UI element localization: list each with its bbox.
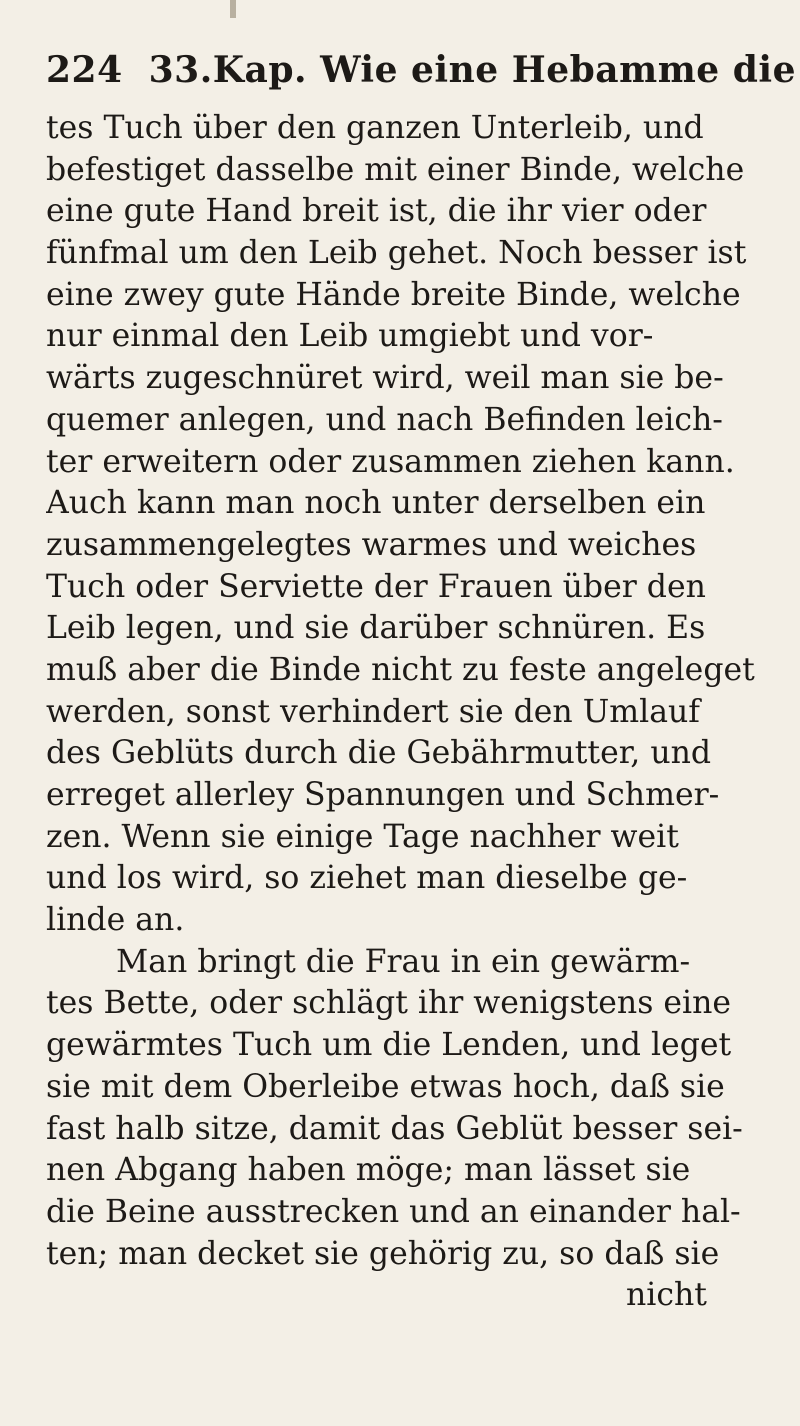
body-text	[46, 108, 766, 1317]
paragraph-start-line: Man bringt die Frau in ein gewärm-	[116, 943, 691, 980]
text-line: nur einmal den Leib umgiebt und vor-	[46, 318, 654, 355]
text-line: eine zwey gute Hände breite Binde, welche	[46, 276, 741, 313]
text-line: befestiget dasselbe mit einer Binde, welche	[46, 151, 745, 188]
text-line: ter erweitern oder zusammen ziehen kann.	[46, 443, 735, 480]
text-line: fast halb sitze, damit das Geblüt besser sei-	[46, 1110, 743, 1147]
text-line: Leib legen, und sie darüber schnüren. Es	[46, 610, 706, 647]
text-line: erreget allerley Spannungen und Schmer-	[46, 777, 720, 813]
text-line: gewärmtes Tuch um die Lenden, und leget	[46, 1027, 732, 1064]
text-line: muß aber die Binde nicht zu feste angeleget	[46, 651, 755, 688]
text-line: Tuch oder Serviette der Frauen über den	[46, 568, 706, 605]
text-line: wärts zugeschnüret wird, weil man sie be-	[46, 360, 724, 397]
text-line: werden, sonst verhindert sie den Umlauf	[46, 693, 700, 730]
text-line: und los wird, so ziehet man dieselbe ge-	[46, 860, 688, 897]
text-line: zen. Wenn sie einige Tage nachher weit	[46, 818, 679, 855]
catchword: nicht	[626, 1277, 707, 1314]
text-line: nen Abgang haben möge; man lässet sie	[46, 1152, 691, 1189]
text-line: Auch kann man noch unter derselben ein	[46, 485, 706, 522]
page-number: 224	[46, 49, 123, 91]
text-line: des Geblüts durch die Gebährmutter, und	[46, 735, 712, 772]
text-line: die Beine ausstrecken und an einander hal-	[46, 1193, 741, 1230]
text-line: tes Bette, oder schlägt ihr wenigstens eine	[46, 985, 732, 1022]
running-head: 33.Kap. Wie eine Hebamme die	[148, 49, 796, 91]
text-line: sie mit dem Oberleibe etwas hoch, daß sie	[46, 1068, 725, 1105]
text-line: zusammengelegtes warmes und weiches	[46, 526, 697, 563]
text-line: quemer anlegen, und nach Befinden leich-	[46, 401, 723, 438]
text-line: tes Tuch über den ganzen Unterleib, und	[46, 110, 704, 146]
text-line: linde an.	[46, 902, 185, 939]
ink-mark	[230, 0, 236, 18]
text-line: ten; man decket sie gehörig zu, so daß sie	[46, 1235, 720, 1272]
text-line: fünfmal um den Leib gehet. Noch besser ist	[46, 235, 747, 272]
text-line: eine gute Hand breit ist, die ihr vier oder	[46, 193, 707, 230]
page-header	[46, 40, 796, 100]
